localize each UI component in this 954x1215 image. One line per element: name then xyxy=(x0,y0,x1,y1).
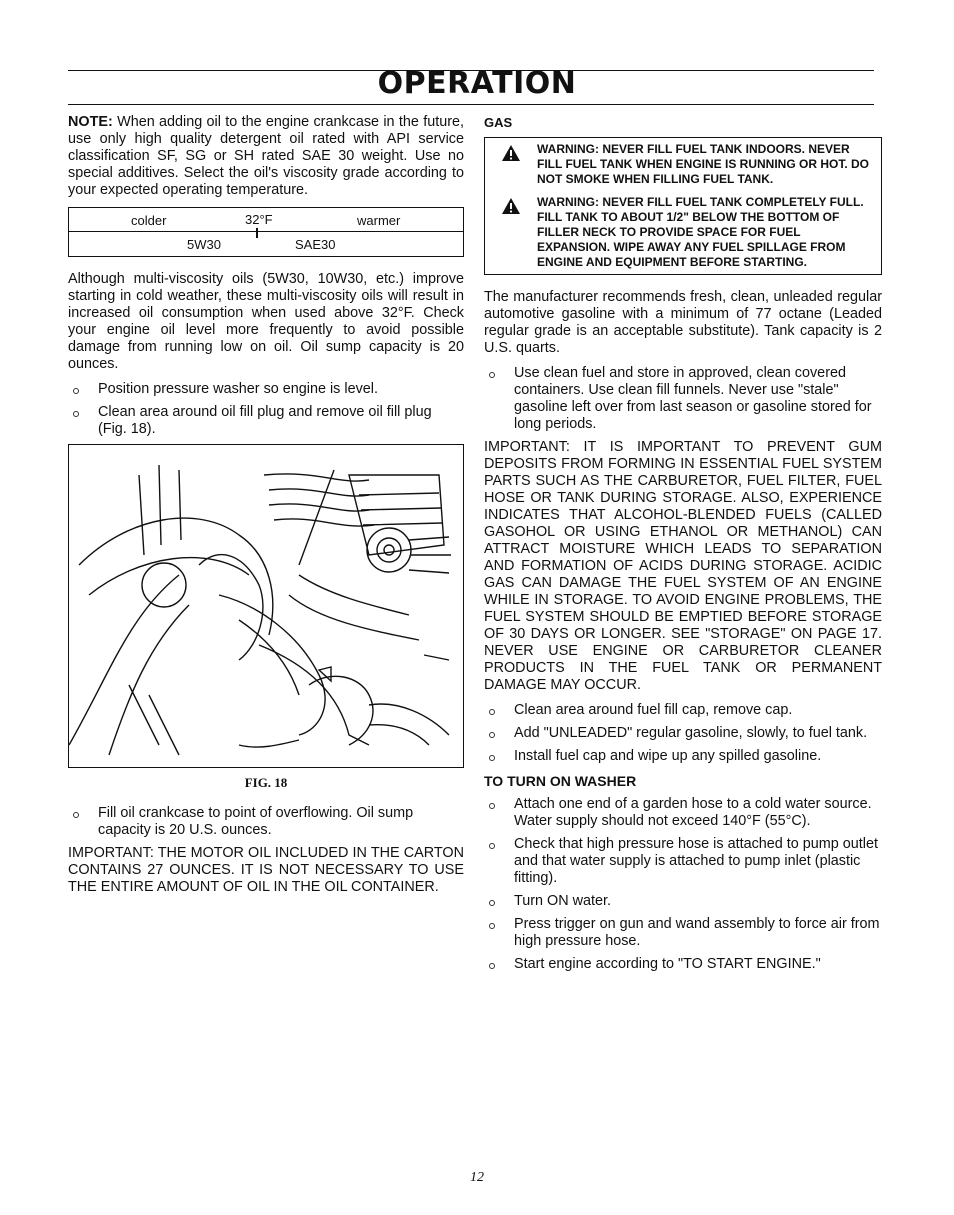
temperature-label: 32°F xyxy=(245,212,273,227)
note-label: NOTE: xyxy=(68,114,113,130)
warmer-label: warmer xyxy=(357,213,401,228)
list-item: Clean area around oil fill plug and remove oil fill plug (Fig. 18). xyxy=(68,404,464,438)
page-title: OPERATION xyxy=(377,66,577,101)
fuel-steps-list xyxy=(484,702,882,765)
list-item: Add "UNLEADED" regular gasoline, slowly, to fuel tank. xyxy=(484,725,882,742)
list-item: Press trigger on gun and wand assembly to force air from high pressure hose. xyxy=(484,916,882,950)
list-item: Turn ON water. xyxy=(484,893,882,910)
oil-viscosity-table xyxy=(68,207,464,257)
warning-text: WARNING: NEVER FILL FUEL TANK COMPLETELY FULL. FILL TANK TO ABOUT 1/2" BELOW THE BOTTOM OF FILLER NECK TO PROVIDE SPACE FOR FUEL EXPANSION. WIPE AWAY ANY FUEL SPILLAGE FROM ENGINE AND EQUIPMENT BEFORE STARTING. xyxy=(537,195,864,269)
temperature-row xyxy=(69,208,463,232)
note-text: When adding oil to the engine crankcase in the future, use only high quality detergent oil rated with API service classification SF, SG or SH rated SAE 30 weight. Use no special additives. Select the oil's viscosity grade according to your expected operating temperature. xyxy=(68,114,465,198)
title-rule xyxy=(68,104,874,105)
list-item: Start engine according to "TO START ENGINE." xyxy=(484,956,882,973)
oil-steps-list xyxy=(68,381,464,438)
colder-label: colder xyxy=(131,213,167,228)
fuel-recommendation: The manufacturer recommends fresh, clean, unleaded regular automotive gasoline with a minimum of 77 octane (Leaded regular grade is an acceptable substitute). Tank capacity is 2 U.S. quarts. xyxy=(484,289,882,356)
oil-fill-plug-drawing xyxy=(69,445,463,765)
fuel-storage-list xyxy=(484,365,882,433)
list-item: Clean area around fuel fill cap, remove cap. xyxy=(484,702,882,719)
figure-caption: FIG. 18 xyxy=(244,775,288,790)
list-item: Position pressure washer so engine is level. xyxy=(68,381,464,398)
list-item: Install fuel cap and wipe up any spilled gasoline. xyxy=(484,748,882,765)
gas-heading: GAS xyxy=(484,115,513,130)
warning-triangle-icon xyxy=(485,142,537,187)
warning-item xyxy=(485,142,875,187)
list-item: Fill oil crankcase to point of overflowing. Oil sump capacity is 20 U.S. ounces. xyxy=(68,805,464,839)
oil-fill-list xyxy=(68,805,464,839)
warning-text: WARNING: NEVER FILL FUEL TANK INDOORS. NEVER FILL FUEL TANK WHEN ENGINE IS RUNNING OR HOT. DO NOT SMOKE WHEN FILLING FUEL TANK. xyxy=(537,142,870,186)
left-column xyxy=(68,114,464,904)
oil-note xyxy=(68,114,464,199)
list-item: Attach one end of a garden hose to a cold water source. Water supply should not exceed 140°F (55°C). xyxy=(484,796,882,830)
washer-steps-list xyxy=(484,796,882,973)
oil-important-note: IMPORTANT: THE MOTOR OIL INCLUDED IN THE CARTON CONTAINS 27 OUNCES. IT IS NOT NECESSARY TO USE THE ENTIRE AMOUNT OF OIL IN THE OIL CONTAINER. xyxy=(68,845,464,895)
temperature-divider-mark xyxy=(256,228,258,238)
list-item: Check that high pressure hose is attached to pump outlet and that water supply is attached to pump inlet (plastic fitting). xyxy=(484,836,882,887)
fuel-warning-box xyxy=(484,137,882,275)
warning-item xyxy=(485,195,875,270)
page-number: 12 xyxy=(470,1170,484,1185)
right-column xyxy=(484,114,882,979)
list-item: Use clean fuel and store in approved, clean covered containers. Use clean fill funnels. Never use "stale" gasoline left over from last season or gasoline stored for long periods. xyxy=(484,365,882,433)
multi-viscosity-paragraph: Although multi-viscosity oils (5W30, 10W30, etc.) improve starting in cold weather, these multi-viscosity oils will result in increased oil consumption when used above 32°F. Check your engine oil level more frequently to avoid possible damage from running low on oil. Oil sump capacity is 20 ounces. xyxy=(68,271,464,372)
low-grade-oil: 5W30 xyxy=(187,237,221,252)
high-grade-oil: SAE30 xyxy=(295,237,336,252)
warning-triangle-icon xyxy=(485,195,537,270)
fuel-important-note: IMPORTANT: IT IS IMPORTANT TO PREVENT GUM DEPOSITS FROM FORMING IN ESSENTIAL FUEL SYSTEM PARTS SUCH AS THE CARBURETOR, FUEL FILTER, FUEL HOSE OR TANK DURING STORAGE. ALSO, EXPERIENCE INDICATES THAT ALCOHOL-BLENDED FUELS (CALLED GASOHOL OR USING ETHANOL OR METHANOL) CAN ATTRACT MOISTURE WHICH LEADS TO SEPARATION AND FORMATION OF ACIDS DURING STORAGE. ACIDIC GAS CAN DAMAGE THE FUEL SYSTEM OF AN ENGINE WHILE IN STORAGE. TO AVOID ENGINE PROBLEMS, THE FUEL SYSTEM SHOULD BE EMPTIED BEFORE STORAGE OF 30 DAYS OR LONGER. SEE "STORAGE" ON PAGE 17. NEVER USE ENGINE OR CARBURETOR CLEANER PRODUCTS IN THE FUEL TANK OR PERMANENT DAMAGE MAY OCCUR. xyxy=(484,439,882,693)
turn-on-washer-heading: TO TURN ON WASHER xyxy=(484,773,637,789)
figure-18-illustration xyxy=(68,444,464,768)
